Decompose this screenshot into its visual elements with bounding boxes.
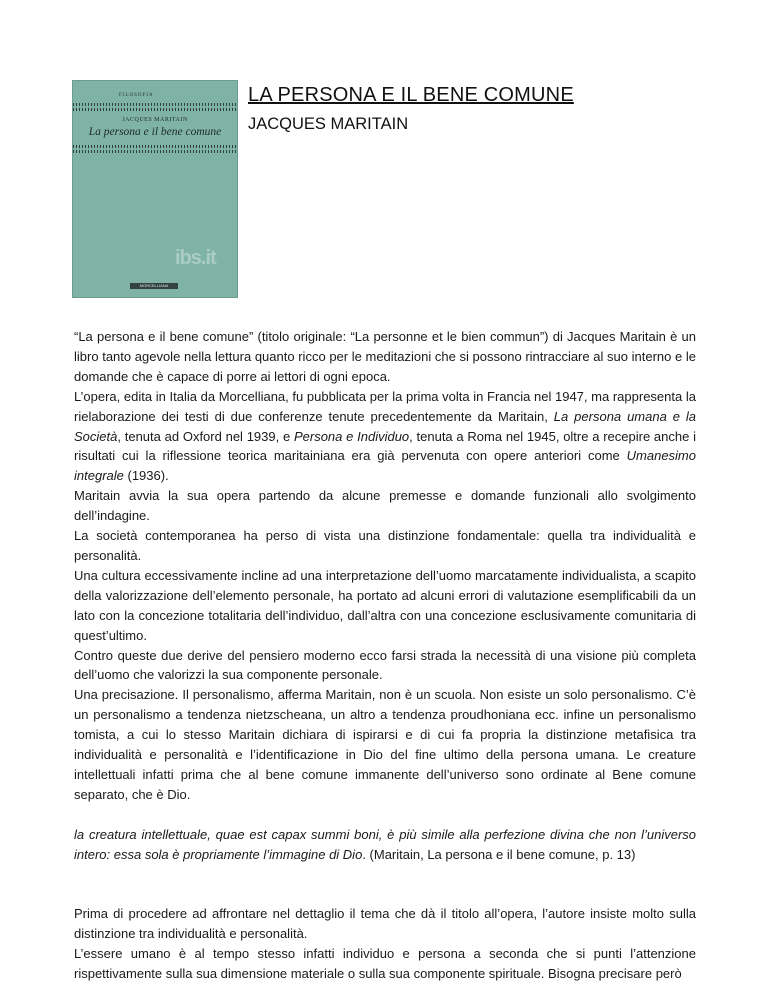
paragraph <box>74 387 696 487</box>
paragraph: “La persona e il bene comune” (titolo originale: “La personne et le bien commun”) di Jacques Maritain è un libro tanto agevole nella lettura quanto ricco per le meditazioni che si possono rintracciare al suo interno e le domande che è capace di porre ai lettori di ogni epoca. <box>74 329 696 384</box>
cover-ornament-band <box>73 145 237 148</box>
document-body <box>74 327 696 984</box>
paragraph: La società contemporanea ha perso di vista una distinzione fondamentale: quella tra individualità e personalità. <box>74 528 696 563</box>
book-title-italic: La persona umana e la Società <box>74 408 697 444</box>
document-author: JACQUES MARITAIN <box>248 115 409 133</box>
cover-ornament-band <box>73 108 237 111</box>
paragraph: Contro queste due derive del pensiero moderno ecco farsi strada la necessità di una visione più completa dell’uomo che valorizzi la sua componente personale. <box>74 647 696 683</box>
quote-paragraph <box>74 825 696 865</box>
cover-title: La persona e il bene comune <box>88 126 222 138</box>
book-cover-image <box>72 80 238 298</box>
paragraph: Maritain avvia la sua opera partendo da alcune premesse e domande funzionali allo svolgimento dell’indagine. <box>74 488 696 524</box>
cover-ornament-band <box>73 150 237 153</box>
cover-author: JACQUES MARITAIN <box>122 117 188 123</box>
text-run: (1936). <box>123 468 169 484</box>
text-run: L’opera, edita in Italia da Morcelliana, fu pubblicata per la prima volta in Francia nel 1947, ma rappresenta la rielaborazione dei testi di due conferenze tenute precedentemente da Maritain, <box>74 388 696 424</box>
book-title-italic: Umanesimo integrale <box>74 448 696 484</box>
paragraph: Una precisazione. Il personalismo, afferma Maritain, non è un scuola. Non esiste un solo personalismo. C’è un personalismo a tendenza nietzscheana, un altro a tendenza proudhoniana ecc. infine un personalismo tomista, a cui lo stesso Maritain dichiara di ispirarsi e di cui fa propria la distinzione metafisica tra individualità e personalità e l’identificazione in Dio del fine ultimo della persona umana. Le creature intellettuali infatti prima che al bene comune immanente dell’universo sono ordinate al Bene comune separato, che è Dio. <box>74 687 696 802</box>
paragraph: L’essere umano è al tempo stesso infatti individuo e persona a seconda che si punti l’attenzione rispettivamente sulla sua dimensione materiale o sulla sua componente spirituale. Bisogna precisare però <box>74 946 696 981</box>
cover-series-label: FILOSOFIA <box>119 93 154 98</box>
quote-text: la creatura intellettuale, quae est capax summi boni, è più simile alla perfezione divina che non l’universo intero: essa sola è propriamente l’immagine di Dio <box>74 826 696 862</box>
text-run: , tenuta a Roma nel 1945, oltre a recepire anche i risultati cui la riflessione teorica maritainiana era già pervenuta con opere anteriori come <box>74 428 696 464</box>
cover-publisher-logo: MORCELLIANA <box>130 283 178 289</box>
document-title: LA PERSONA E IL BENE COMUNE <box>248 84 574 106</box>
paragraph: Prima di procedere ad affrontare nel dettaglio il tema che dà il titolo all’opera, l’autore insiste molto sulla distinzione tra individualità e personalità. <box>74 906 696 942</box>
paragraph: Una cultura eccessivamente incline ad una interpretazione dell’uomo marcatamente individualista, a scapito della valorizzazione dell’elemento personale, ha portato ad alcuni errori di valutazione esemplificabili da un lato con la concezione totalitaria dell’individuo, dall’altra con una concezione esclusivamente comunitaria di quest’ultimo. <box>74 567 696 643</box>
book-title-italic: Persona e Individuo <box>293 428 410 444</box>
cover-watermark: ibs.it <box>175 247 216 269</box>
cover-ornament-band <box>73 103 237 106</box>
quote-citation: . (Maritain, La persona e il bene comune, p. 13) <box>362 846 636 862</box>
text-run: , tenuta ad Oxford nel 1939, e <box>117 428 294 444</box>
